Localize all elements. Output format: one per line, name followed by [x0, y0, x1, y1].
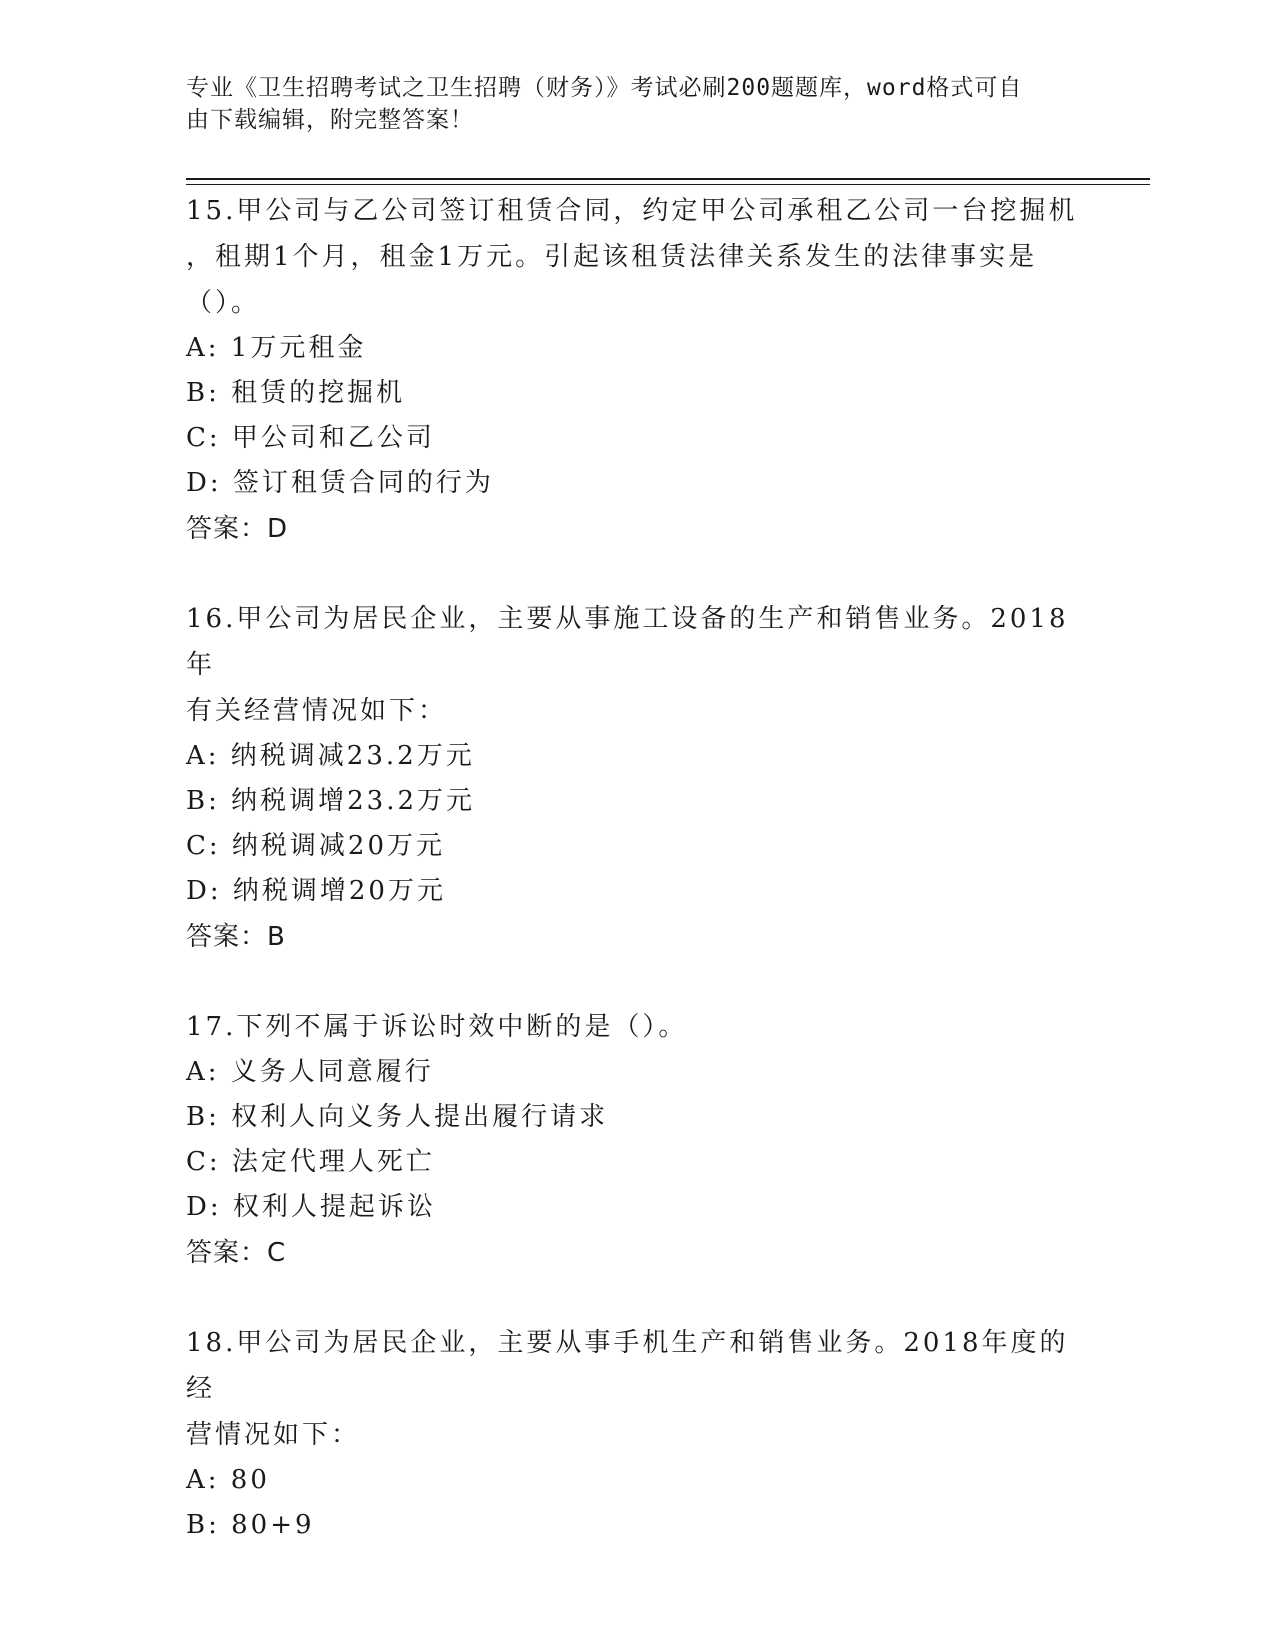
- option-d: D: 签订租赁合同的行为: [186, 468, 494, 498]
- question-18: [186, 1320, 1086, 1548]
- option-d: D: 权利人提起诉讼: [186, 1192, 436, 1222]
- question-stem-line: 18.甲公司为居民企业，主要从事手机生产和销售业务。2018年度的经: [186, 1328, 1069, 1404]
- answer-line: 答案：B: [186, 922, 286, 952]
- question-stem-line: ，租期1个月，租金1万元。引起该租赁法律关系发生的法律事实是: [186, 242, 1038, 272]
- option-b: B: 租赁的挖掘机: [186, 378, 406, 408]
- question-16: [186, 596, 1086, 960]
- option-c: C: 法定代理人死亡: [186, 1147, 435, 1177]
- question-stem-line: 15.甲公司与乙公司签订租赁合同，约定甲公司承租乙公司一台挖掘机: [186, 196, 1078, 226]
- option-d: D: 纳税调增20万元: [186, 876, 446, 906]
- question-stem-line: 有关经营情况如下：: [186, 696, 448, 726]
- question-spacer: [186, 552, 1086, 596]
- header-line-2: 由下载编辑，附完整答案！: [186, 107, 474, 133]
- option-b: B: 权利人向义务人提出履行请求: [186, 1102, 609, 1132]
- option-a: A: 1万元租金: [186, 333, 367, 363]
- option-a: A: 义务人同意履行: [186, 1057, 434, 1087]
- question-list: [186, 188, 1086, 1548]
- document-header: [186, 72, 1066, 136]
- header-divider-thin: [186, 184, 1150, 185]
- header-line-1: 专业《卫生招聘考试之卫生招聘（财务）》考试必刷200题题库，word格式可自: [186, 75, 1023, 101]
- option-b: B: 80+9: [186, 1510, 315, 1540]
- question-stem-line: 营情况如下：: [186, 1420, 361, 1450]
- option-a: A: 纳税调减23.2万元: [186, 741, 475, 771]
- question-stem-line: 16.甲公司为居民企业，主要从事施工设备的生产和销售业务。2018年: [186, 604, 1069, 680]
- option-b: B: 纳税调增23.2万元: [186, 786, 476, 816]
- question-17: [186, 1004, 1086, 1276]
- question-stem-line: （）。: [186, 288, 261, 318]
- question-stem-line: 17.下列不属于诉讼时效中断的是（）。: [186, 1012, 688, 1042]
- option-c: C: 纳税调减20万元: [186, 831, 446, 861]
- option-a: A: 80: [186, 1465, 270, 1495]
- question-spacer: [186, 960, 1086, 1004]
- question-15: [186, 188, 1086, 552]
- answer-line: 答案：D: [186, 514, 289, 544]
- header-divider-thick: [186, 178, 1150, 180]
- answer-line: 答案：C: [186, 1238, 287, 1268]
- option-c: C: 甲公司和乙公司: [186, 423, 435, 453]
- question-spacer: [186, 1276, 1086, 1320]
